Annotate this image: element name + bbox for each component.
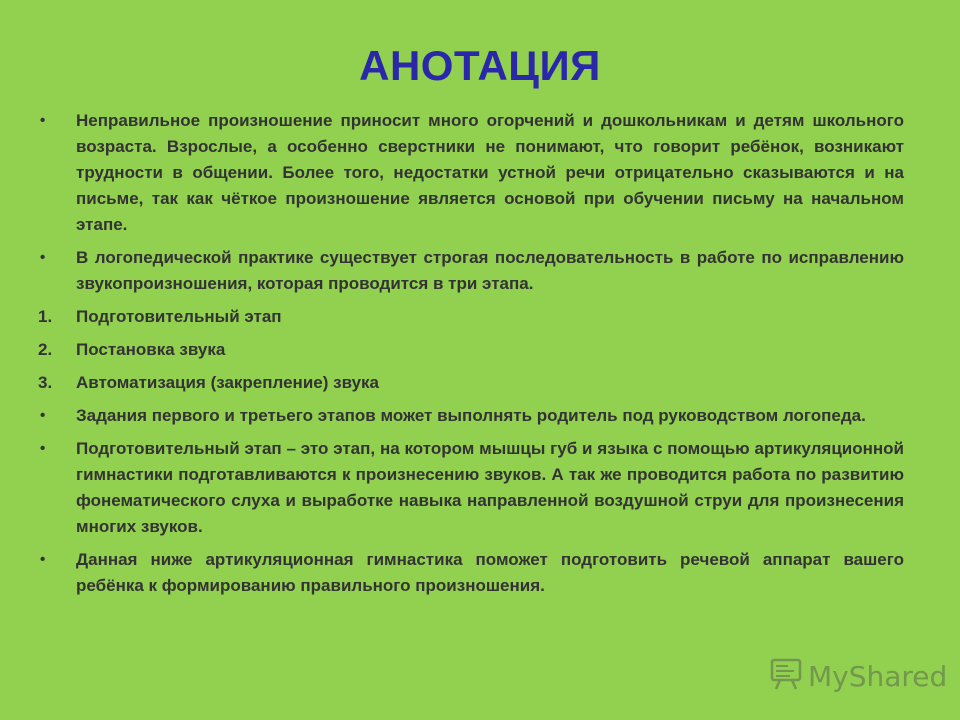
list-item (38, 403, 904, 429)
list-marker: • (40, 440, 46, 457)
list-item (38, 108, 904, 238)
list-item (38, 245, 904, 297)
list-marker: 3. (38, 373, 53, 392)
list-marker: • (40, 551, 46, 568)
watermark (768, 656, 947, 697)
list-item (38, 304, 904, 330)
list-marker: 2. (38, 340, 53, 359)
list-marker: 1. (38, 307, 53, 326)
list-item-text: Задания первого и третьего этапов может выполнять родитель под руководством логопеда. (76, 406, 866, 425)
list-marker: • (40, 249, 46, 266)
list-marker: • (40, 407, 46, 424)
list-item (38, 547, 904, 599)
list-marker: • (40, 112, 46, 129)
list-item (38, 370, 904, 396)
slide-content (38, 108, 904, 606)
list-item-text: Постановка звука (76, 340, 226, 359)
list-item-text: Подготовительный этап (76, 307, 282, 326)
list-item-text: Неправильное произношение приносит много огорчений и дошкольникам и детям школьного возраста. Взрослые, а особенно сверстники не понимают, что говорит ребёнок, возникают трудности в общении. Более того, недостатки устной речи отрицательно сказываются и на письме, так как чёткое произношение является основой при обучении письму на начальном этапе. (76, 111, 904, 234)
list-item (38, 337, 904, 363)
presentation-board-icon (768, 656, 804, 697)
list-item-text: Подготовительный этап – это этап, на котором мышцы губ и языка с помощью артикуляционной гимнастики подготавливаются к произнесению звуков. А так же проводится работа по развитию фонематического слуха и выработке навыка направленной воздушной струи для произнесения многих звуков. (76, 439, 904, 536)
list-item (38, 436, 904, 540)
list-item-text: Данная ниже артикуляционная гимнастика поможет подготовить речевой аппарат вашего ребёнка к формированию правильного произношения. (76, 550, 904, 595)
list-item-text: Автоматизация (закрепление) звука (76, 373, 380, 392)
list-item-text: В логопедической практике существует строгая последовательность в работе по исправлению звукопроизношения, которая проводится в три этапа. (76, 248, 904, 293)
slide-title: АНОТАЦИЯ (359, 42, 601, 89)
watermark-text: MyShared (808, 660, 948, 693)
